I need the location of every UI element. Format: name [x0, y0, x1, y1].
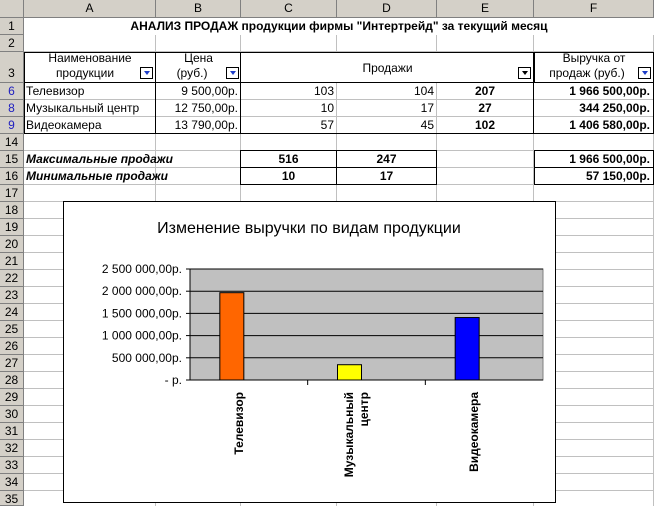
chart-title: Изменение выручки по видам продукции	[157, 220, 461, 237]
select-all-corner[interactable]	[0, 0, 24, 18]
max-sales-label[interactable]: Максимальные продажи	[26, 152, 173, 166]
row-header-29[interactable]: 29	[0, 389, 24, 406]
row-header-31[interactable]: 31	[0, 423, 24, 440]
row-header-16[interactable]: 16	[0, 168, 24, 185]
max-sales-d[interactable]: 247	[376, 152, 397, 166]
row-header-20[interactable]: 20	[0, 236, 24, 253]
name-header-line2[interactable]: продукции	[55, 66, 115, 80]
product-name[interactable]: Видеокамера	[26, 118, 102, 132]
max-revenue[interactable]: 1 966 500,00р.	[569, 152, 650, 166]
min-sales-label[interactable]: Минимальные продажи	[26, 169, 168, 183]
min-revenue[interactable]: 57 150,00р.	[585, 169, 650, 183]
row-header-27[interactable]: 27	[0, 355, 24, 372]
price-header-line1[interactable]: Цена	[184, 51, 213, 65]
revenue-header-line1[interactable]: Выручка от	[562, 51, 626, 65]
row-header-18[interactable]: 18	[0, 202, 24, 219]
y-tick-label: 1 500 000,00р.	[101, 306, 182, 321]
filter-dropdown-a[interactable]	[140, 67, 153, 79]
sales-d[interactable]: 45	[420, 118, 434, 132]
filter-dropdown-e[interactable]	[518, 67, 531, 79]
x-tick-label: Музыкальный	[342, 392, 356, 478]
row-header-21[interactable]: 21	[0, 253, 24, 270]
row-header-19[interactable]: 19	[0, 219, 24, 236]
row-header-8[interactable]: 8	[0, 100, 24, 117]
row-header-14[interactable]: 14	[0, 134, 24, 151]
y-tick-label: 500 000,00р.	[111, 350, 182, 365]
revenue[interactable]: 1 406 580,00р.	[569, 118, 650, 132]
row-header-30[interactable]: 30	[0, 406, 24, 423]
column-header-d[interactable]: D	[337, 0, 437, 18]
row-header-35[interactable]: 35	[0, 491, 24, 506]
column-header-e[interactable]: E	[437, 0, 534, 18]
sales-d[interactable]: 17	[420, 101, 434, 115]
product-name[interactable]: Музыкальный центр	[26, 101, 140, 115]
row-header-24[interactable]: 24	[0, 304, 24, 321]
sales-header[interactable]: Продажи	[362, 61, 413, 75]
row-header-25[interactable]: 25	[0, 321, 24, 338]
row-header-28[interactable]: 28	[0, 372, 24, 389]
row-header-1[interactable]: 1	[0, 18, 24, 35]
bar	[220, 293, 244, 380]
revenue-header-line2[interactable]: продаж (руб.)	[549, 66, 625, 80]
y-tick-label: - р.	[164, 373, 182, 387]
x-tick-label: Телевизор	[231, 392, 246, 455]
min-sales-d[interactable]: 17	[379, 169, 394, 183]
row-header-34[interactable]: 34	[0, 474, 24, 491]
x-tick-label: Видеокамера	[467, 392, 482, 472]
revenue[interactable]: 1 966 500,00р.	[569, 84, 650, 98]
column-header-c[interactable]: C	[241, 0, 337, 18]
row-header-33[interactable]: 33	[0, 457, 24, 474]
y-tick-label: 2 000 000,00р.	[101, 284, 182, 299]
sales-c[interactable]: 10	[320, 101, 334, 115]
column-header-b[interactable]: B	[156, 0, 241, 18]
row-header-9[interactable]: 9	[0, 117, 24, 134]
product-price[interactable]: 13 790,00р.	[174, 118, 238, 132]
column-header-a[interactable]: A	[24, 0, 156, 18]
sales-total[interactable]: 207	[474, 84, 496, 98]
chart-svg	[64, 202, 555, 502]
max-sales-c[interactable]: 516	[278, 152, 299, 166]
sales-total[interactable]: 27	[478, 101, 492, 115]
y-tick-label: 1 000 000,00р.	[101, 328, 182, 343]
revenue-chart[interactable]	[63, 201, 556, 503]
row-header-17[interactable]: 17	[0, 185, 24, 202]
x-tick-label: центр	[357, 392, 371, 427]
revenue[interactable]: 344 250,00р.	[579, 101, 650, 115]
column-header-f[interactable]: F	[534, 0, 654, 18]
sales-total[interactable]: 102	[474, 118, 496, 132]
row-header-15[interactable]: 15	[0, 151, 24, 168]
product-name[interactable]: Телевизор	[26, 84, 85, 98]
row-header-26[interactable]: 26	[0, 338, 24, 355]
name-header-line1[interactable]: Наименование	[48, 51, 132, 65]
filter-dropdown-b[interactable]	[226, 67, 239, 79]
y-tick-label: 2 500 000,00р.	[101, 262, 182, 276]
product-price[interactable]: 12 750,00р.	[174, 101, 238, 115]
price-header-line2[interactable]: (руб.)	[176, 66, 208, 80]
sheet-title[interactable]: АНАЛИЗ ПРОДАЖ продукции фирмы "Интертрейд" за текущий месяц	[24, 18, 654, 35]
sales-c[interactable]: 103	[313, 84, 334, 98]
row-header-22[interactable]: 22	[0, 270, 24, 287]
product-price[interactable]: 9 500,00р.	[181, 84, 238, 98]
row-header-2[interactable]: 2	[0, 35, 24, 52]
row-header-3[interactable]: 3	[0, 52, 24, 83]
sales-d[interactable]: 104	[413, 84, 434, 98]
row-header-32[interactable]: 32	[0, 440, 24, 457]
row-header-23[interactable]: 23	[0, 287, 24, 304]
row-header-6[interactable]: 6	[0, 83, 24, 100]
bar	[455, 318, 479, 380]
sales-c[interactable]: 57	[320, 118, 334, 132]
bar	[338, 365, 362, 380]
min-sales-c[interactable]: 10	[281, 169, 296, 183]
filter-dropdown-f[interactable]	[638, 67, 651, 79]
